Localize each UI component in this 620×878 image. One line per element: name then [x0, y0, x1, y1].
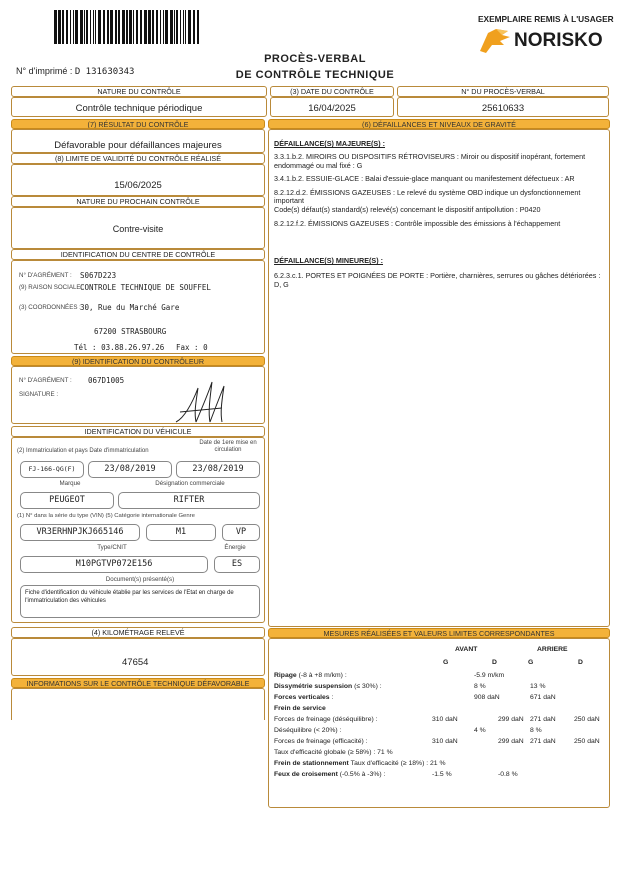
mesures-label: MESURES RÉALISÉES ET VALEURS LIMITES CORRESPONDANTES — [268, 628, 610, 638]
nature-label: NATURE DU CONTRÔLE — [11, 86, 267, 97]
km-value: 47654 — [122, 657, 149, 668]
norisko-logo — [478, 27, 603, 55]
marque-label: Marque — [59, 480, 81, 487]
centre-tel: Tél : 03.88.26.97.26 — [74, 343, 165, 352]
mesure-row — [274, 738, 608, 748]
mesure-label: Déséquilibre (< 20%) : — [274, 727, 342, 734]
result-value: Défavorable pour défaillances majeures — [54, 140, 222, 151]
mesure-value: 299 daN — [498, 716, 524, 723]
barcode-bar — [133, 10, 134, 44]
mesure-label-bold: Frein de stationnement — [274, 760, 351, 767]
barcode-bar — [163, 10, 164, 44]
barcode-bar — [93, 10, 94, 44]
mesure-row — [274, 716, 608, 726]
barcode-bar — [86, 10, 88, 44]
barcode-bar — [126, 10, 128, 44]
barcode-bar — [180, 10, 181, 44]
date-immat-field: 23/08/2019 — [88, 461, 172, 478]
controleur-agrement-label: N° D'AGRÉMENT : — [19, 377, 72, 384]
mineures-title: DÉFAILLANCE(S) MINEURE(S) : — [274, 256, 384, 265]
print-number-value: D 131630343 — [74, 67, 135, 77]
barcode-bar — [165, 10, 168, 44]
result-label: (7) RÉSULTAT DU CONTRÔLE — [11, 119, 265, 129]
mesure-value: -1.5 % — [432, 771, 452, 778]
barcode-bar — [152, 10, 154, 44]
barcode-bar — [122, 10, 125, 44]
centre-address2: 67200 STRASBOURG — [94, 327, 167, 336]
barcode-bar — [58, 10, 61, 44]
barcode-bar — [98, 10, 101, 44]
barcode-bar — [160, 10, 161, 44]
majeures-title: DÉFAILLANCE(S) MAJEURE(S) : — [274, 139, 386, 148]
mesure-value: 8 % — [530, 727, 542, 734]
mesure-value: -5.9 m/km — [474, 672, 505, 679]
barcode-bar — [129, 10, 132, 44]
mesure-row — [274, 771, 608, 781]
energie-label: Énergie — [224, 544, 246, 551]
centre-raison-value: CONTROLE TECHNIQUE DE SOUFFEL — [80, 283, 211, 292]
copy-note: EXEMPLAIRE REMIS À L'USAGER — [478, 14, 614, 24]
majeure-item: 8.2.12.f.2. ÉMISSIONS GAZEUSES : Contrôle impossible des émissions à l'échappement — [274, 218, 561, 228]
mesure-label — [274, 705, 326, 712]
energie-field: ES — [214, 556, 260, 573]
majeures-list — [274, 153, 606, 228]
pv-label: N° DU PROCÈS-VERBAL — [397, 86, 609, 97]
vin-label: (1) N° dans la série du type (VIN) (5) Catégorie internationale Genre — [17, 513, 195, 519]
barcode-bar — [136, 10, 138, 44]
barcode-bar — [188, 10, 191, 44]
print-number — [16, 66, 134, 77]
mineure-item: 6.2.3.c.1. PORTES ET POIGNÉES DE PORTE : Portière, charnières, serrures ou gâches détériorées : D, G — [274, 271, 601, 289]
barcode-bar — [90, 10, 91, 44]
categorie-field: M1 — [146, 524, 216, 541]
barcode-bar — [156, 10, 158, 44]
mesure-value: 13 % — [530, 683, 546, 690]
mesure-value: 908 daN — [474, 694, 500, 701]
validity-value: 15/06/2025 — [114, 180, 162, 191]
date-value: 16/04/2025 — [308, 103, 356, 114]
barcode-bar — [140, 10, 142, 44]
centre-agrement-value: S067D223 — [80, 271, 117, 280]
barcode-bar — [118, 10, 120, 44]
barcode-bar — [174, 10, 175, 44]
barcode-bar — [103, 10, 105, 44]
majeure-item: Code(s) défaut(s) standard(s) relevé(s) concernant le dispositif antipollution : P0420 — [274, 204, 541, 214]
centre-fax: Fax : 0 — [176, 343, 208, 352]
designation-field: RIFTER — [118, 492, 260, 509]
arriere-header: ARRIERE — [537, 646, 568, 653]
first-date-label: Date de 1ere mise en circulation — [199, 440, 257, 453]
barcode-bar — [66, 10, 68, 44]
mesure-label-bold: Feux de croisement — [274, 771, 340, 778]
arriere-g-header: G — [528, 659, 534, 666]
barcode-bar — [75, 10, 78, 44]
barcode-bar — [62, 10, 64, 44]
print-number-label: N° d'imprimé : — [16, 66, 73, 76]
date-first-field: 23/08/2019 — [176, 461, 260, 478]
date-label: (3) DATE DU CONTRÔLE — [270, 86, 394, 97]
barcode — [52, 8, 202, 46]
barcode-bar — [54, 10, 57, 44]
avant-g-header: G — [443, 659, 449, 666]
barcode-bar — [70, 10, 71, 44]
mesure-row — [274, 672, 608, 682]
barcode-bar — [110, 10, 113, 44]
barcode-bar — [115, 10, 117, 44]
mesure-row — [274, 727, 608, 737]
barcode-bar — [144, 10, 147, 44]
arriere-d-header: D — [578, 659, 583, 666]
km-label: (4) KILOMÉTRAGE RELEVÉ — [11, 627, 265, 638]
barcode-bar — [73, 10, 74, 44]
majeure-item: 3.3.1.b.2. MIROIRS OU DISPOSITIFS RÉTROVISEURS : Miroir ou dispositif inopérant, fortement endommagé ou mal fixé : G — [274, 152, 586, 170]
majeure-item: 3.4.1.b.2. ESSUIE-GLACE : Balai d'essuie-glace manquant ou manifestement défectueux : AR — [274, 174, 575, 184]
mesure-label: Forces de freinage (déséquilibre) : — [274, 716, 378, 723]
mesure-row — [274, 749, 608, 759]
mesure-label-bold: Ripage — [274, 672, 299, 679]
controleur-label: (9) IDENTIFICATION DU CONTRÔLEUR — [11, 356, 265, 366]
barcode-bar — [95, 10, 96, 44]
mesure-label: Taux d'efficacité globale (≥ 58%) : 71 % — [274, 749, 393, 756]
barcode-bar — [84, 10, 85, 44]
mesure-value: 271 daN — [530, 716, 556, 723]
next-label: NATURE DU PROCHAIN CONTRÔLE — [11, 196, 265, 207]
title-line2: DE CONTRÔLE TECHNIQUE — [235, 69, 395, 81]
signature-image — [172, 378, 232, 424]
mesure-label-bold: Forces verticales — [274, 694, 332, 701]
mesure-value: 250 daN — [574, 716, 600, 723]
immat-field: FJ-166-QG(F) — [20, 461, 84, 478]
mesure-label: Forces de freinage (efficacité) : — [274, 738, 368, 745]
docs-value: Fiche d'identification du véhicule établie par les services de l'Etat en charge de l'immatriculation des véhicules — [25, 590, 234, 604]
barcode-bar — [193, 10, 195, 44]
type-label: Type/CNIT — [97, 544, 127, 551]
mesure-row — [274, 683, 608, 693]
docs-label: Document(s) présenté(s) — [105, 576, 175, 583]
immat-label: (2) Immatriculation et pays Date d'immatriculation — [17, 448, 149, 454]
vin-field: VR3ERHNPJKJ665146 — [20, 524, 140, 541]
mesure-value: 299 daN — [498, 738, 524, 745]
barcode-bar — [176, 10, 178, 44]
eagle-logo-icon — [478, 27, 512, 55]
signature-label: SIGNATURE : — [19, 391, 59, 398]
mesure-row — [274, 760, 608, 770]
mesure-value: 310 daN — [432, 738, 458, 745]
vehicule-label: IDENTIFICATION DU VÉHICULE — [11, 426, 265, 437]
pv-value: 25610633 — [481, 103, 525, 114]
barcode-bar — [107, 10, 109, 44]
mesure-value: -0.8 % — [498, 771, 518, 778]
avant-header: AVANT — [455, 646, 478, 653]
mesure-label: Dissymétrie suspension (≤ 30%) : — [274, 683, 382, 690]
mesure-row — [274, 694, 608, 704]
centre-label: IDENTIFICATION DU CENTRE DE CONTRÔLE — [11, 249, 265, 260]
mesure-value: 8 % — [474, 683, 486, 690]
mesure-label: Feux de croisement (-0.5% à -3%) : — [274, 771, 386, 778]
mesure-label: Ripage (-8 à +8 m/km) : — [274, 672, 347, 679]
mesure-label-bold: Dissymétrie suspension — [274, 683, 355, 690]
avant-d-header: D — [492, 659, 497, 666]
brand-name: NORISKO — [514, 30, 603, 51]
mesure-value: 4 % — [474, 727, 486, 734]
majeure-item: 8.2.12.d.2. ÉMISSIONS GAZEUSES : Le relevé du système OBD indique un dysfonctionnement important — [274, 187, 581, 206]
marque-field: PEUGEOT — [20, 492, 114, 509]
nature-value: Contrôle technique périodique — [75, 103, 203, 114]
validity-label: (8) LIMITE DE VALIDITÉ DU CONTRÔLE RÉALISÉ — [11, 153, 265, 164]
barcode-bar — [183, 10, 184, 44]
barcode-bar — [80, 10, 83, 44]
mesure-value: 250 daN — [574, 738, 600, 745]
mesure-label-bold: Frein de service — [274, 705, 326, 712]
centre-coord-label: (3) COORDONNÉES : — [19, 304, 81, 311]
info-label: INFORMATIONS SUR LE CONTRÔLE TECHNIQUE DÉFAVORABLE — [11, 678, 265, 688]
defauts-label: (6) DÉFAILLANCES ET NIVEAUX DE GRAVITÉ — [268, 119, 610, 129]
mesure-label: Forces verticales : — [274, 694, 334, 701]
mesure-value: 310 daN — [432, 716, 458, 723]
barcode-bar — [185, 10, 186, 44]
mesure-value: 671 daN — [530, 694, 556, 701]
centre-raison-label: (9) RAISON SOCIALE : — [19, 284, 84, 291]
mesure-value: 271 daN — [530, 738, 556, 745]
centre-agrement-label: N° D'AGRÉMENT : — [19, 272, 72, 279]
barcode-bar — [170, 10, 173, 44]
barcode-bar — [148, 10, 151, 44]
mesure-label: Frein de stationnement Taux d'efficacité (≥ 18%) : 21 % — [274, 760, 446, 767]
mesure-row — [274, 705, 608, 715]
info-box — [11, 688, 265, 720]
type-field: M10PGTVP072E156 — [20, 556, 208, 573]
next-value: Contre-visite — [112, 224, 164, 234]
designation-label: Désignation commerciale — [155, 480, 225, 487]
title-line1: PROCÈS-VERBAL — [264, 53, 366, 65]
genre-field: VP — [222, 524, 260, 541]
barcode-bar — [197, 10, 199, 44]
controleur-agrement-value: 067D1005 — [88, 376, 125, 385]
centre-address1: 30, Rue du Marché Gare — [80, 303, 180, 312]
